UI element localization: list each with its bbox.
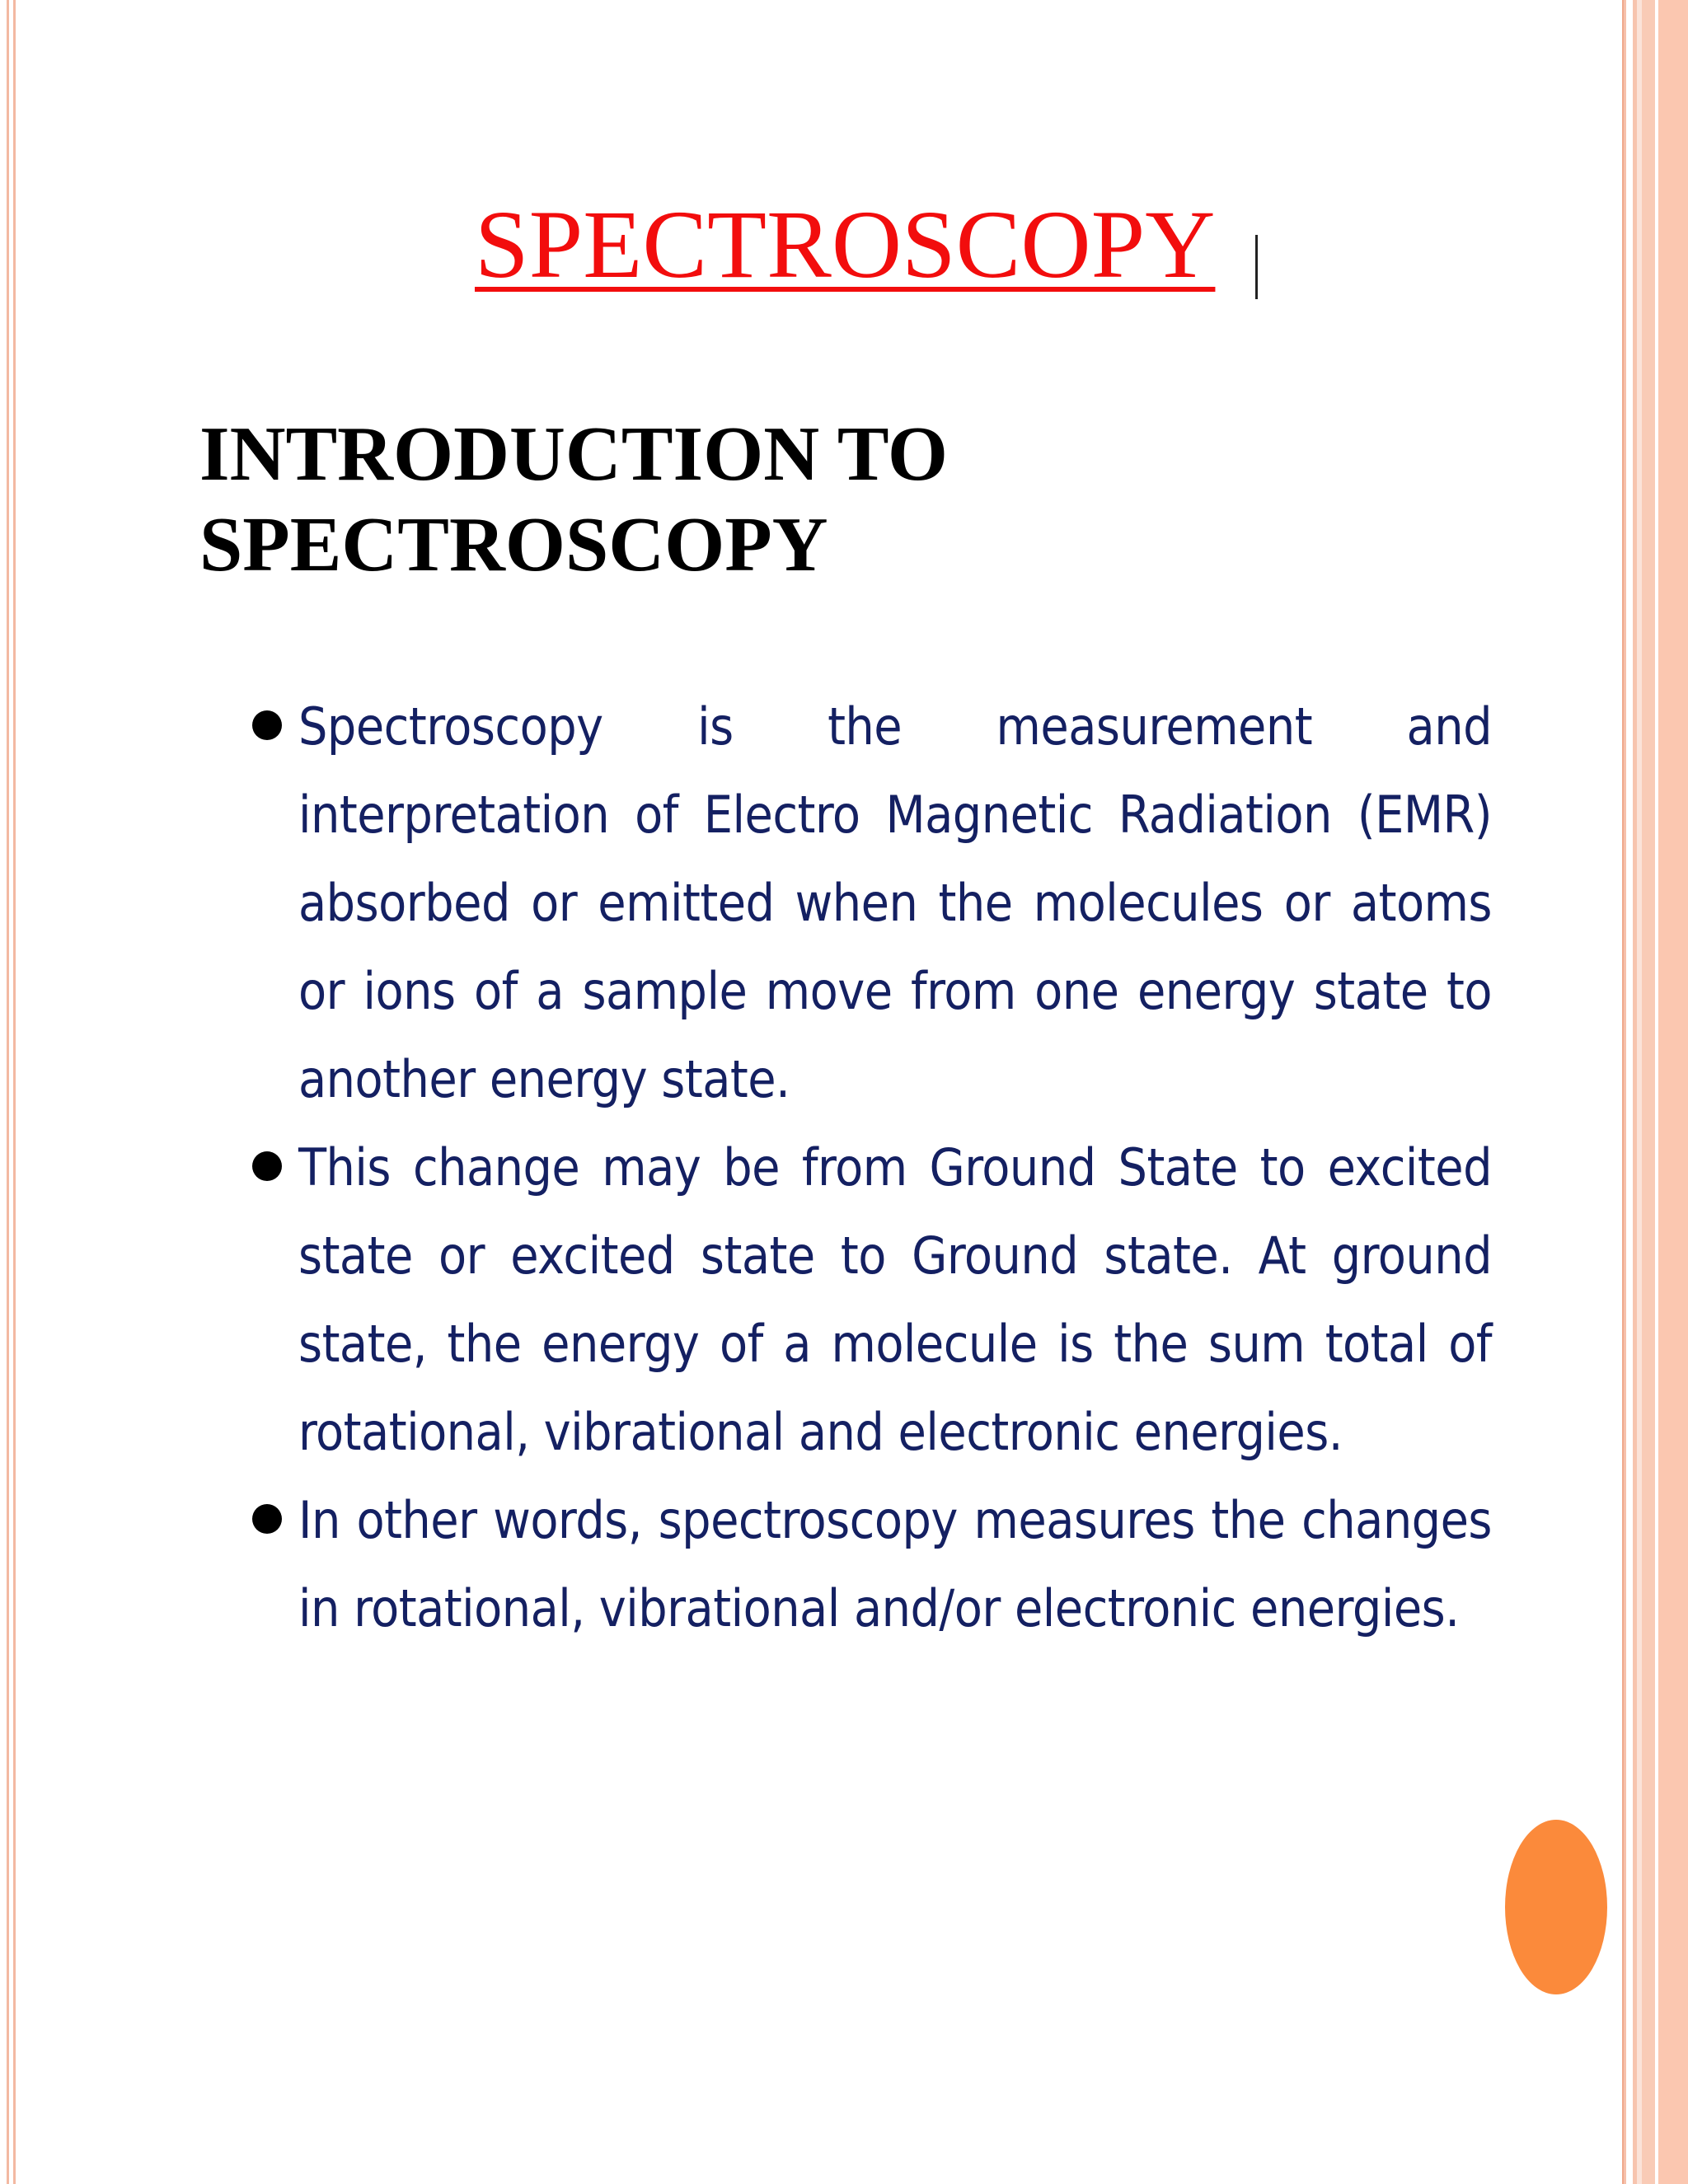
bullet-item (247, 682, 1492, 1123)
filled-circle-bullet-icon (252, 1504, 282, 1534)
left-border-rule (7, 0, 9, 2184)
slide-subtitle: INTRODUCTION TO SPECTROSCOPY (199, 411, 949, 588)
right-border-line (1622, 0, 1624, 2184)
filled-circle-bullet-icon (252, 1151, 282, 1181)
right-border-band (1617, 0, 1688, 2184)
bullet-item (247, 1123, 1492, 1476)
text-cursor-mark (1255, 235, 1258, 299)
orange-oval-icon (1505, 1820, 1607, 1994)
left-border-rule-inner (13, 0, 16, 2184)
slide-title: SPECTROSCOPY (475, 190, 1216, 298)
bullet-text: Spectroscopy is the measurement and interpretation of Electro Magnetic Radiation (EMR) absorbed or emitted when the molecules or atoms or ions of a sample move from one energy state to another energy state. (298, 696, 1492, 1109)
bullet-item (247, 1476, 1492, 1652)
filled-circle-bullet-icon (252, 710, 282, 740)
bullet-list (247, 682, 1492, 1652)
bullet-text: In other words, spectroscopy measures the changes in rotational, vibrational and/or electronic energies. (298, 1490, 1492, 1638)
bullet-text: This change may be from Ground State to excited state or excited state to Ground state. At ground state, the energy of a molecule is the sum total of rotational, vibrational and electronic energies. (298, 1137, 1492, 1462)
